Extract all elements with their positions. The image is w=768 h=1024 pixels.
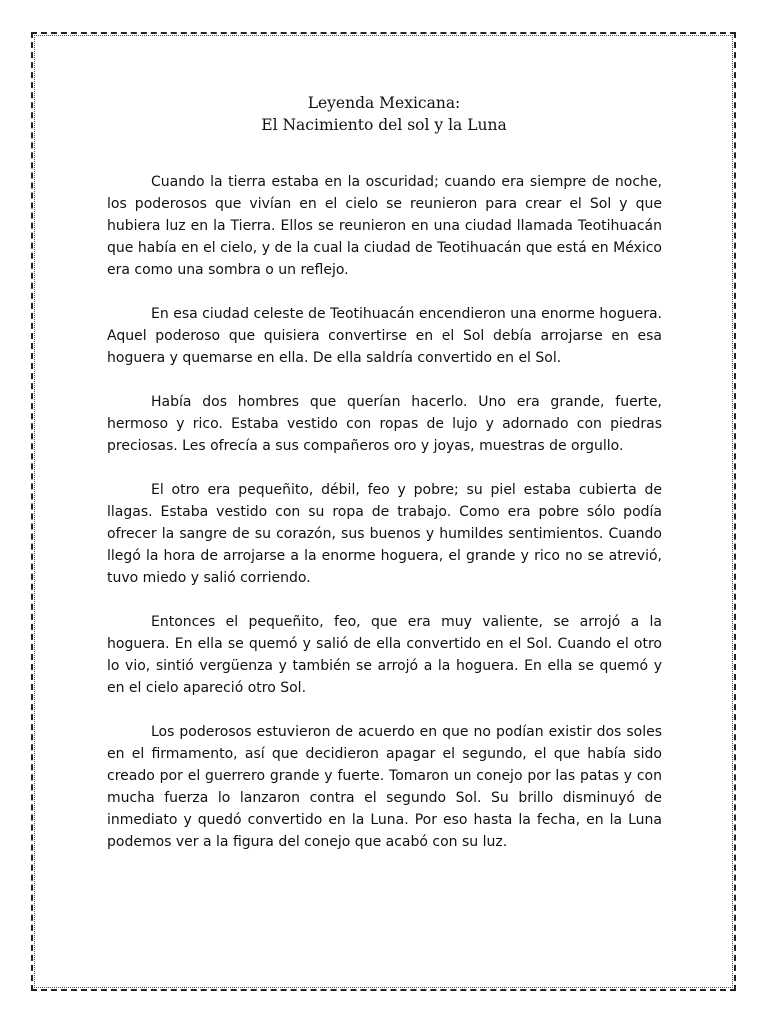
title-line-1: Leyenda Mexicana: xyxy=(307,94,461,112)
paragraph-4: El otro era pequeñito, débil, feo y pobre; su piel estaba cubierta de llagas. Estaba vestido con su ropa de trabajo. Como era pobre sólo podía ofrecer la sangre de su corazón, sus buenos y humildes sentimientos. Cuando llegó la hora de arrojarse a la enorme hoguera, el grande y rico no se atrevió, tuvo miedo y salió corriendo. xyxy=(107,482,662,586)
paragraph-6: Los poderosos estuvieron de acuerdo en que no podían existir dos soles en el firmamento, así que decidieron apagar el segundo, el que había sido creado por el guerrero grande y fuerte. Tomaron un conejo por las patas y con mucha fuerza lo lanzaron contra el segundo Sol. Su brillo disminuyó de inmediato y quedó convertido en la Luna. Por eso hasta la fecha, en la Luna podemos ver a la figura del conejo que acabó con su luz. xyxy=(107,724,662,850)
paragraph-3: Había dos hombres que querían hacerlo. Uno era grande, fuerte, hermoso y rico. Estaba vestido con ropas de lujo y adornado con piedras preciosas. Les ofrecía a sus compañeros oro y joyas, muestras de orgullo. xyxy=(107,394,662,454)
document-title xyxy=(0,92,768,136)
story-body xyxy=(107,171,662,853)
title-line-2: El Nacimiento del sol y la Luna xyxy=(261,116,507,134)
paragraph-1: Cuando la tierra estaba en la oscuridad; cuando era siempre de noche, los poderosos que vivían en el cielo se reunieron para crear el Sol y que hubiera luz en la Tierra. Ellos se reunieron en una ciudad llamada Teotihuacán que había en el cielo, y de la cual la ciudad de Teotihuacán que está en México era como una sombra o un reflejo. xyxy=(107,174,662,278)
paragraph-2: En esa ciudad celeste de Teotihuacán encendieron una enorme hoguera. Aquel poderoso que quisiera convertirse en el Sol debía arrojarse en esa hoguera y quemarse en ella. De ella saldría convertido en el Sol. xyxy=(107,306,662,366)
paragraph-5: Entonces el pequeñito, feo, que era muy valiente, se arrojó a la hoguera. En ella se quemó y salió de ella convertido en el Sol. Cuando el otro lo vio, sintió vergüenza y también se arrojó a la hoguera. En ella se quemó y en el cielo apareció otro Sol. xyxy=(107,614,662,696)
